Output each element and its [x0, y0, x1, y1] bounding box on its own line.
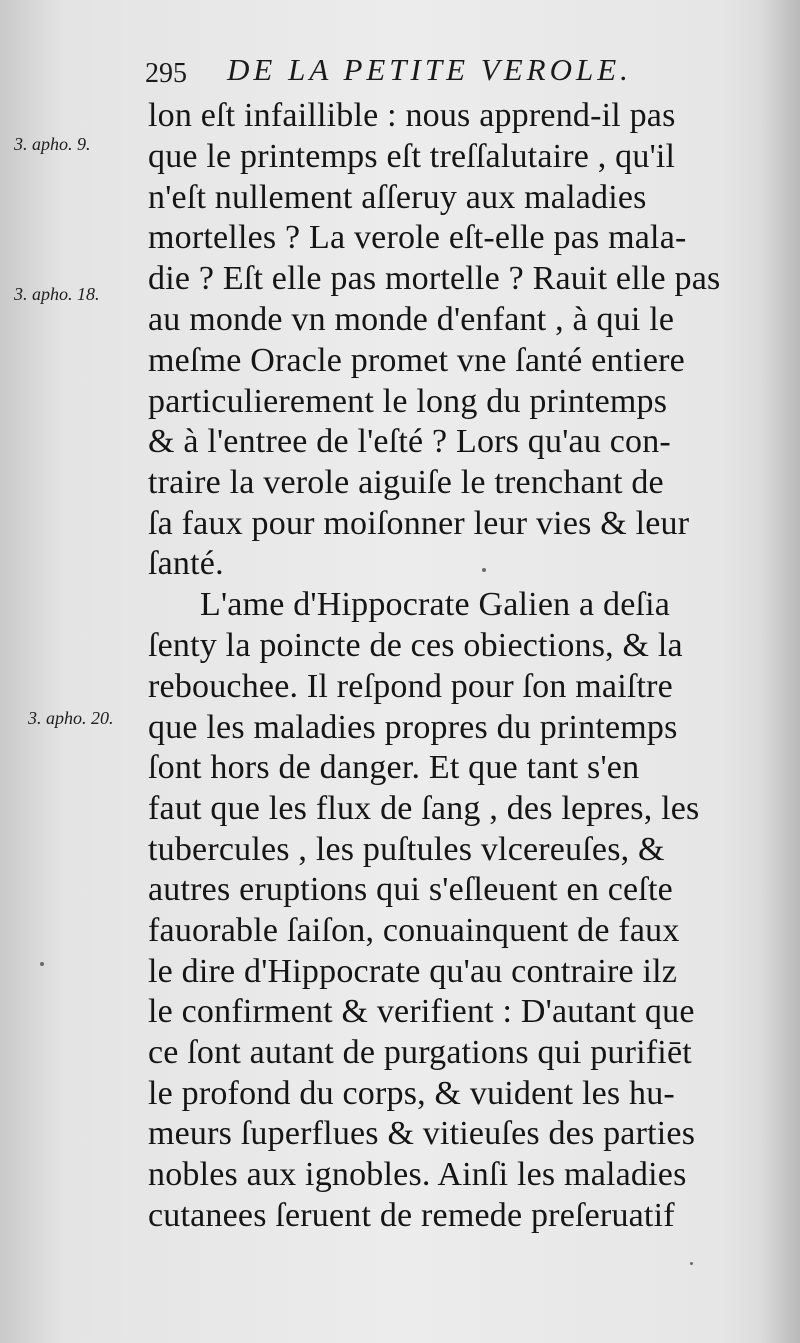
text-line: nobles aux ignobles. Ainſi les maladies: [148, 1156, 687, 1193]
text-line: tubercules , les puſtules vlcereuſes, &: [148, 831, 665, 868]
text-line: meſme Oracle promet vne ſanté entiere: [148, 342, 685, 379]
text-line: ſanté.: [148, 545, 224, 582]
text-line: le profond du corps, & vuident les hu-: [148, 1075, 675, 1112]
text-line: ſa faux pour moiſonner leur vies & leur: [148, 505, 690, 542]
text-line: le dire d'Hippocrate qu'au contraire ilz: [148, 953, 678, 990]
text-line: le confirment & verifient : D'autant que: [148, 993, 695, 1030]
text-line: n'eſt nullement aſſeruy aux maladies: [148, 179, 647, 216]
paper-speck: [482, 568, 486, 572]
paper-speck: [40, 962, 44, 966]
paper-speck: [690, 1262, 693, 1265]
running-title: DE LA PETITE VEROLE.: [227, 52, 632, 87]
text-line: & à l'entree de l'eſté ? Lors qu'au con-: [148, 423, 671, 460]
text-line: cutanees ſeruent de remede preſeruatif: [148, 1197, 675, 1234]
text-line: faut que les flux de ſang , des lepres, les: [148, 790, 700, 827]
text-line: lon eſt infaillible : nous apprend-il pas: [148, 97, 676, 134]
page-number: 295: [145, 58, 187, 89]
text-line: particulierement le long du printemps: [148, 383, 668, 420]
text-line: au monde vn monde d'enfant , à qui le: [148, 301, 675, 338]
text-line: ſenty la poincte de ces obiections, & la: [148, 627, 683, 664]
text-line: traire la verole aiguiſe le trenchant de: [148, 464, 664, 501]
text-line: que les maladies propres du printemps: [148, 709, 678, 746]
margin-note-aphorism-20: 3. apho. 20.: [28, 708, 114, 728]
text-line: mortelles ? La verole eſt-elle pas mala-: [148, 219, 687, 256]
page-header: [145, 50, 705, 90]
text-line: die ? Eſt elle pas mortelle ? Rauit elle pas: [148, 260, 721, 297]
text-line: autres eruptions qui s'eſleuent en ceſte: [148, 871, 673, 908]
text-line: rebouchee. Il reſpond pour ſon maiſtre: [148, 668, 673, 705]
margin-note-aphorism-9: 3. apho. 9.: [14, 134, 91, 154]
text-line: ce ſont autant de purgations qui purifiēt: [148, 1034, 692, 1071]
text-line: que le printemps eſt treſſalutaire , qu'il: [148, 138, 676, 175]
paragraph-start-line: L'ame d'Hippocrate Galien a deſia: [200, 586, 671, 623]
text-line: ſont hors de danger. Et que tant s'en: [148, 749, 640, 786]
margin-note-aphorism-18: 3. apho. 18.: [14, 284, 100, 304]
text-line: fauorable ſaiſon, conuainquent de faux: [148, 912, 680, 949]
text-line: meurs ſuperflues & vitieuſes des parties: [148, 1115, 696, 1152]
